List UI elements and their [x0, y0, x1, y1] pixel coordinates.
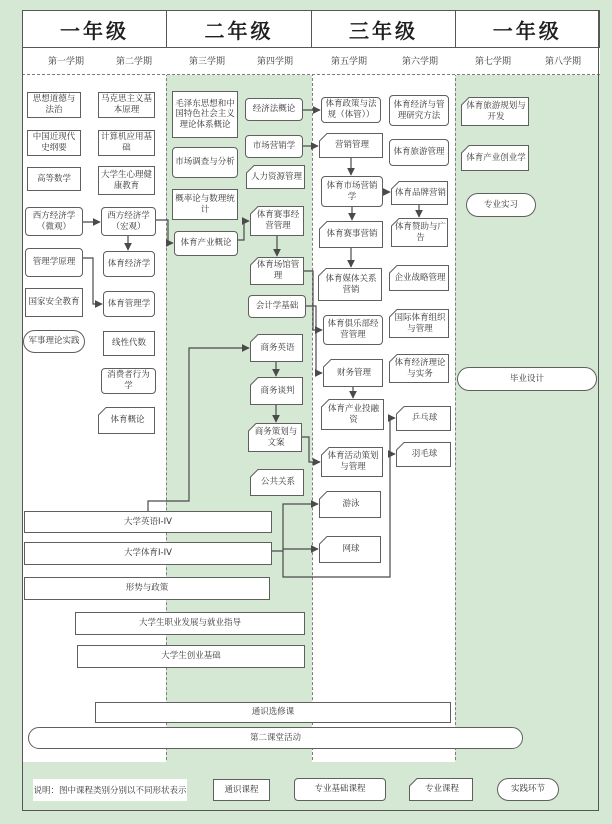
legend-note: 说明：图中课程类别分别以不同形状表示 — [33, 779, 187, 801]
course-label: 体育品牌营销 — [395, 187, 447, 198]
course-n48 — [389, 354, 449, 383]
course-n43: 体育旅游管理 — [389, 139, 449, 166]
course-n50 — [396, 442, 451, 467]
course-n8: 马克思主义基本原理 — [98, 92, 155, 118]
course-n5: 管理学原理 — [25, 248, 83, 277]
course-n31: 体育政策与法规（体管）） — [321, 97, 381, 123]
course-n59: 大学生创业基础 — [77, 645, 305, 668]
course-n49 — [396, 406, 451, 431]
course-n34 — [319, 221, 383, 248]
legend-item-basic: 专业基础课程 — [294, 778, 386, 801]
course-label: 专业课程 — [424, 784, 459, 795]
edge-n20-n24 — [238, 221, 249, 240]
course-n27 — [250, 334, 303, 362]
column-divider — [455, 48, 456, 760]
year-header-3: 三年级 — [311, 10, 456, 48]
course-n54: 毕业设计 — [457, 367, 597, 391]
course-label: 体育产业创业学 — [466, 152, 526, 163]
course-n16 — [98, 407, 155, 434]
course-n26: 会计学基础 — [248, 295, 306, 318]
course-label: 羽毛球 — [411, 449, 438, 460]
course-label: 商务谈判 — [260, 385, 295, 396]
course-label: 网球 — [342, 544, 360, 555]
course-label: 公共关系 — [260, 477, 295, 488]
course-n56: 大学体育I-IV — [24, 542, 272, 565]
course-n38 — [321, 399, 384, 430]
course-n17: 毛泽东思想和中国特色社会主义理论体系概论 — [172, 91, 238, 138]
course-n22: 市场营销学 — [245, 135, 303, 158]
semester-label-8: 第八学期 — [544, 57, 581, 67]
year-header-1: 一年级 — [22, 10, 167, 48]
course-n44 — [391, 181, 448, 205]
course-label: 体育活动策划与管理 — [327, 451, 379, 472]
course-label: 企业战略管理 — [394, 272, 446, 283]
course-n19: 概率论与数理统计 — [172, 189, 238, 220]
course-label: 体育赛事经营管理 — [256, 210, 300, 231]
course-n3: 高等数学 — [27, 167, 81, 191]
course-n47 — [389, 309, 449, 338]
semester-label-7: 第七学期 — [474, 57, 511, 67]
semester-label-2: 第二学期 — [115, 57, 152, 67]
course-n33: 体育市场营销学 — [321, 176, 383, 207]
course-n52 — [461, 145, 529, 171]
course-n25 — [250, 257, 304, 285]
course-n60: 通识选修课 — [95, 702, 451, 723]
course-n58: 大学生职业发展与就业指导 — [75, 612, 305, 635]
year-header-2: 二年级 — [166, 10, 313, 48]
course-n51 — [461, 97, 529, 126]
course-n20: 体育产业概论 — [174, 231, 238, 256]
course-label: 体育产业投融资 — [327, 403, 379, 425]
course-n41 — [319, 536, 381, 563]
course-n21: 经济法概论 — [245, 98, 303, 121]
course-n10: 大学生心理健康教育 — [98, 166, 155, 195]
course-n12: 体育经济学 — [103, 251, 155, 277]
course-label: 体育旅游规划与开发 — [466, 100, 526, 122]
course-n39 — [321, 447, 383, 477]
legend-item-general: 通识课程 — [213, 779, 270, 801]
course-n40 — [319, 491, 381, 518]
course-n11: 西方经济学（宏观） — [101, 207, 156, 236]
semester-label-4: 第四学期 — [256, 57, 293, 67]
course-n14: 线性代数 — [103, 331, 155, 356]
course-label: 营销管理 — [334, 140, 369, 151]
semester-label-5: 第五学期 — [330, 57, 367, 67]
course-label: 体育经济理论与实务 — [394, 357, 446, 379]
course-n29 — [248, 423, 302, 452]
course-n13: 体育管理学 — [103, 291, 155, 317]
course-n46 — [389, 265, 449, 291]
course-n37 — [323, 359, 383, 387]
course-n18: 市场调查与分析 — [172, 147, 238, 178]
course-label: 商务英语 — [260, 342, 295, 353]
course-label: 体育媒体关系营销 — [325, 273, 377, 295]
course-n2: 中国近现代史纲要 — [27, 130, 81, 156]
course-n1: 思想道德与法治 — [27, 92, 81, 118]
year-header-4: 一年级 — [455, 10, 601, 48]
course-n30 — [250, 469, 304, 496]
course-n4: 西方经济学（微观） — [25, 207, 83, 236]
legend-item-practice: 实践环节 — [497, 778, 559, 801]
course-label: 体育场馆管理 — [256, 260, 300, 281]
course-n45 — [391, 218, 448, 247]
course-label: 体育概论 — [110, 415, 145, 426]
course-label: 游泳 — [342, 499, 360, 510]
course-n23 — [246, 165, 305, 189]
course-label: 体育赛事营销 — [326, 229, 378, 240]
legend-item-pro — [409, 778, 473, 801]
course-n24 — [250, 206, 304, 236]
semester-label-6: 第六学期 — [401, 57, 438, 67]
course-label: 国际体育组织与管理 — [394, 312, 446, 334]
course-label: 乒乓球 — [411, 413, 438, 424]
course-n6: 国家安全教育 — [25, 288, 83, 317]
course-n57: 形势与政策 — [24, 577, 270, 600]
course-n36: 体育俱乐部经营管理 — [323, 315, 383, 345]
course-n61: 第二课堂活动 — [28, 727, 523, 749]
column-divider — [312, 48, 313, 760]
course-n32 — [319, 133, 383, 158]
course-n42: 体育经济与管理研究方法 — [389, 95, 449, 126]
course-n28 — [250, 377, 303, 405]
course-n7: 军事理论实践 — [23, 330, 85, 353]
semester-label-1: 第一学期 — [47, 57, 84, 67]
course-n55: 大学英语I-IV — [24, 511, 272, 533]
course-label: 体育赞助与广告 — [395, 221, 447, 243]
course-n15: 消费者行为学 — [101, 368, 156, 394]
course-label: 人力资源管理 — [250, 171, 302, 182]
course-label: 商务策划与文案 — [254, 426, 298, 448]
course-n35 — [318, 268, 382, 301]
course-n9: 计算机应用基础 — [98, 130, 155, 156]
course-label: 财务管理 — [336, 367, 371, 378]
course-n53: 专业实习 — [466, 193, 536, 217]
semester-label-3: 第三学期 — [188, 57, 225, 67]
